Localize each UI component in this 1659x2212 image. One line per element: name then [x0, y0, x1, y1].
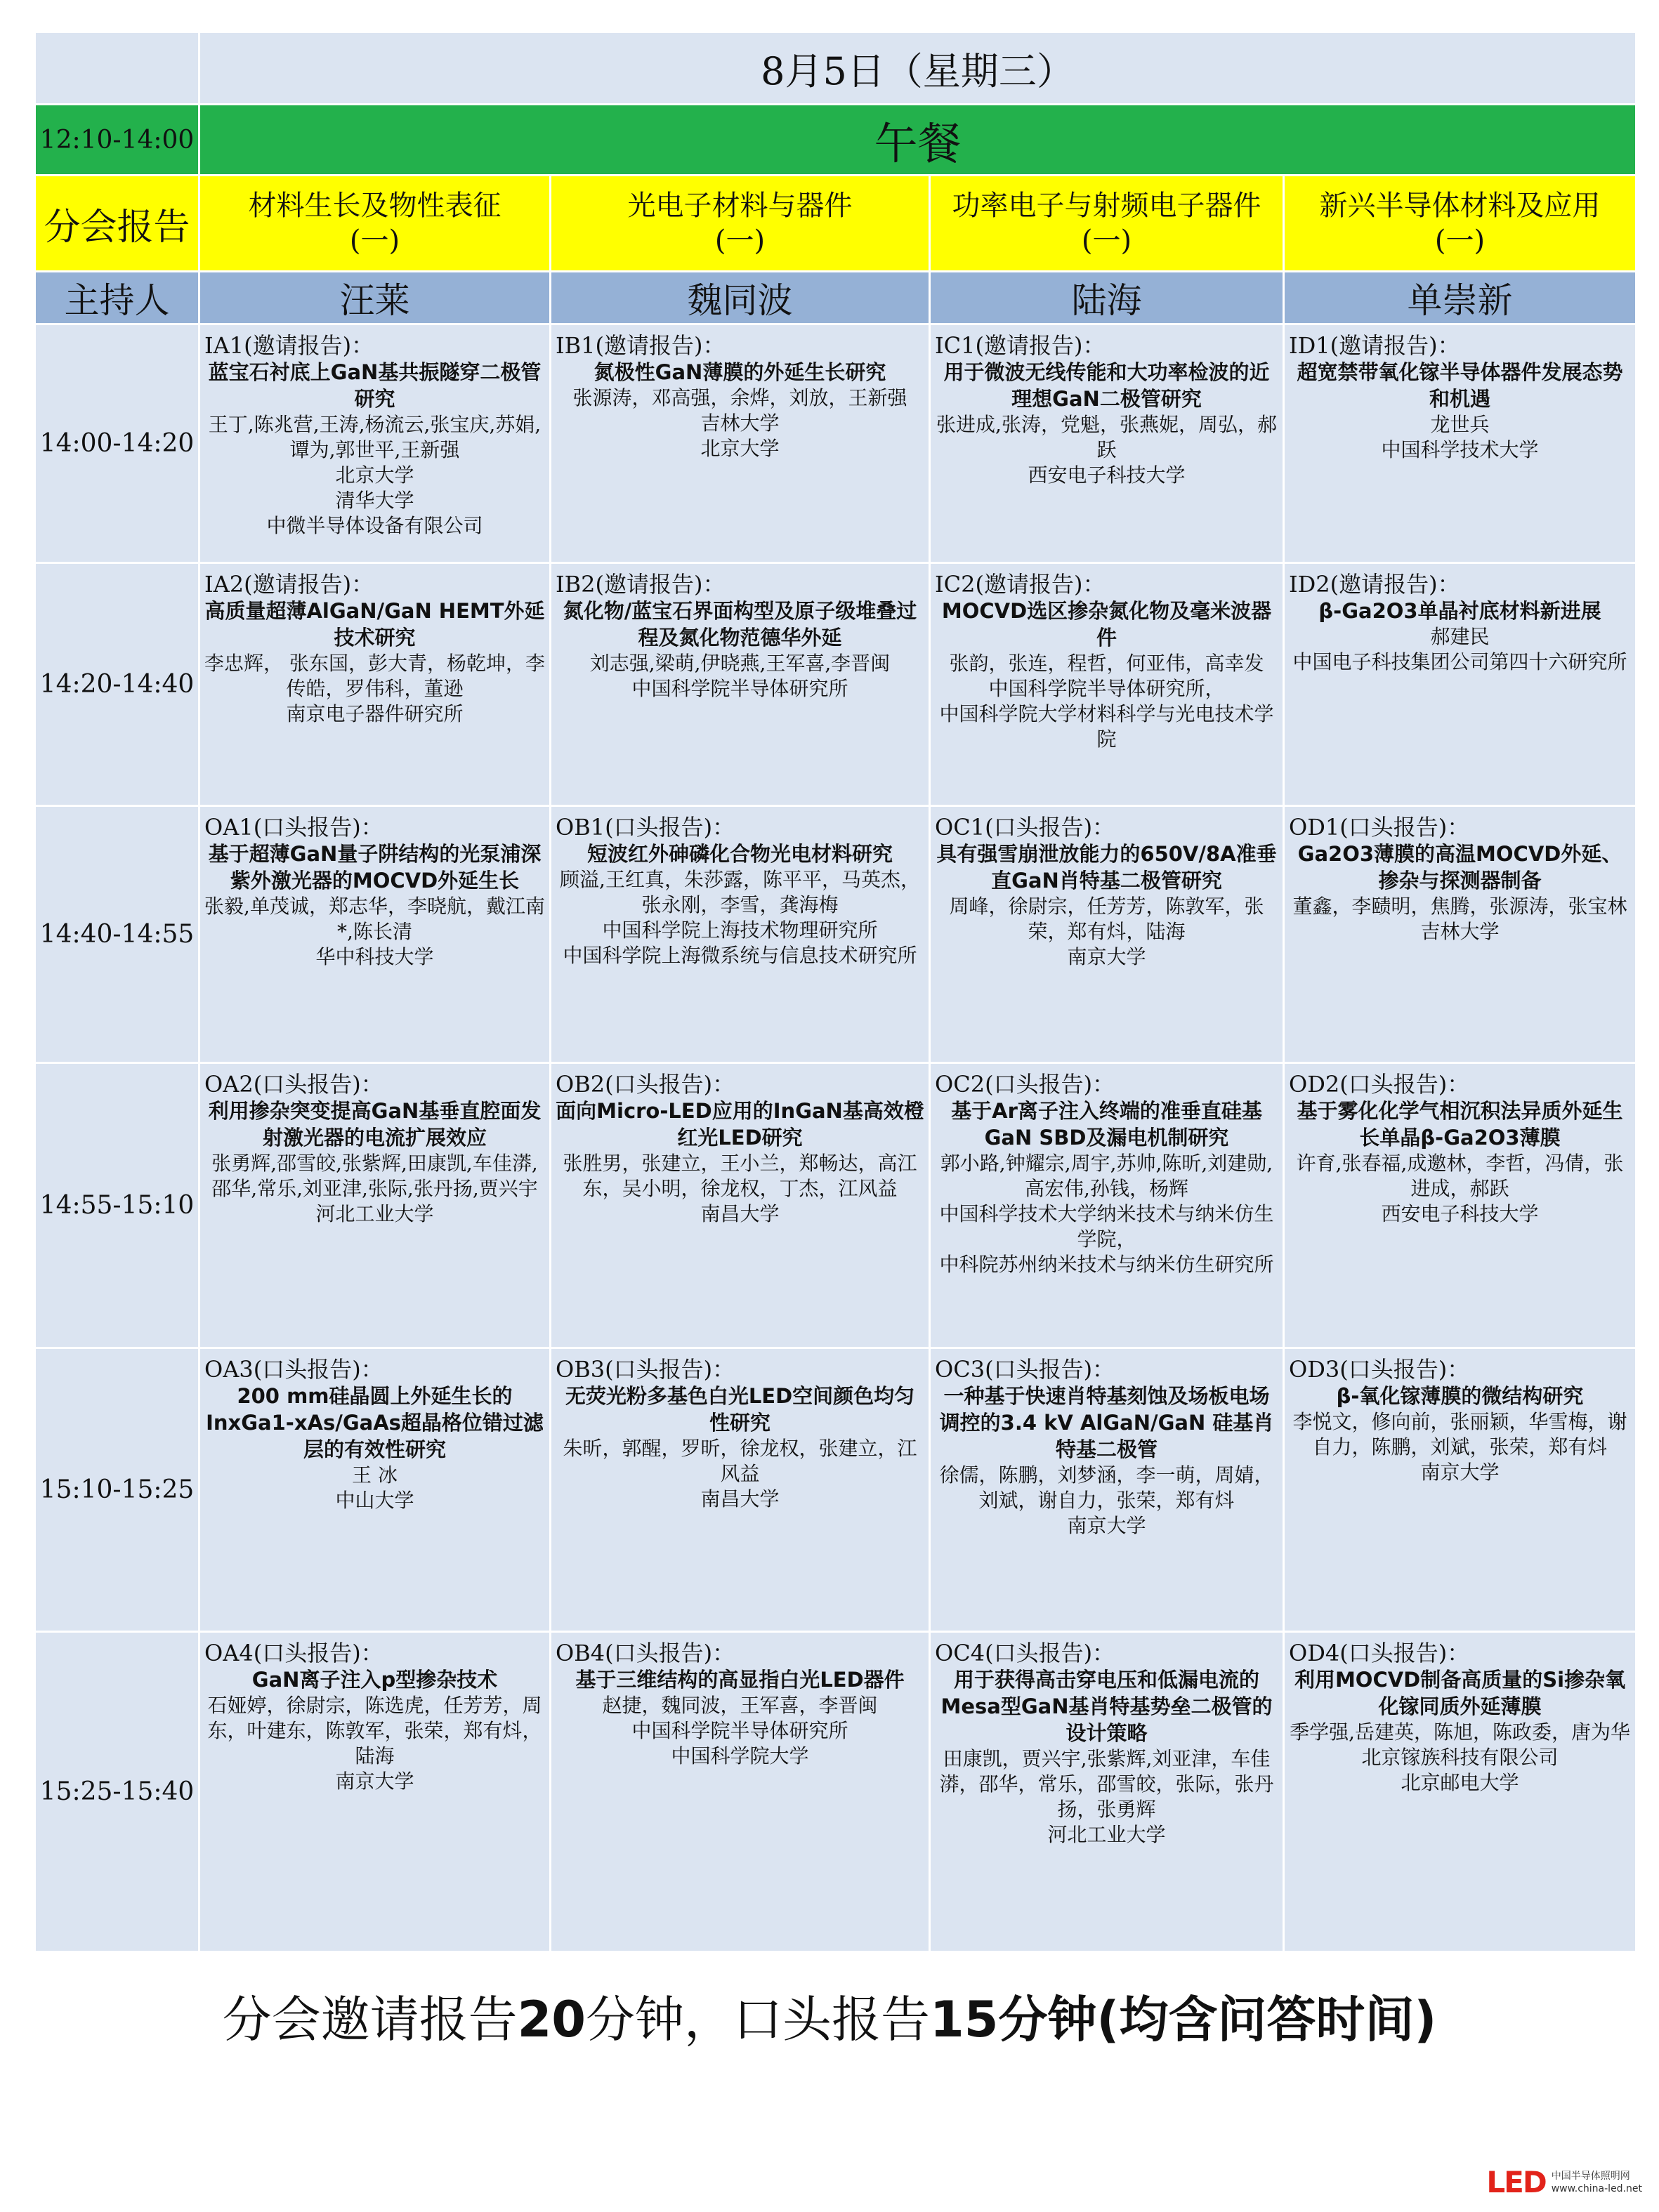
track-header [551, 176, 930, 272]
host-name: 陆海 [1071, 280, 1142, 321]
talk-cell [1284, 806, 1637, 1063]
talk-affiliation: 南京大学 [335, 1770, 414, 1793]
talk-cell [199, 563, 551, 806]
host-cell [551, 272, 930, 324]
talk-code: OC1(口头报告)： [935, 814, 1115, 841]
talk-code: OA2(口头报告)： [204, 1071, 383, 1098]
talk-affiliation: 河北工业大学 [315, 1202, 434, 1225]
talk-authors: 张胜男，张建立，王小兰，郑畅达，高江东，吴小明，徐龙权，丁杰，江风益 [563, 1152, 917, 1200]
watermark-line1: 中国半导体照明网 [1551, 2170, 1630, 2182]
talk-title: GaN离子注入p型掺杂技术 [251, 1668, 498, 1692]
track-name: 光电子材料与器件 [627, 190, 853, 222]
watermark-logo: LED [1486, 2165, 1546, 2199]
talk-authors: 朱昕，郭醒，罗昕，徐龙权，张建立，江风益 [563, 1437, 917, 1485]
talk-title: 基于超薄GaN量子阱结构的光泵浦深紫外激光器的MOCVD外延生长 [208, 842, 542, 893]
session-label-cell [35, 176, 199, 272]
footnote-post: 分钟(均含问答时间) [998, 1991, 1437, 2048]
date-header: 8月5日（星期三） [199, 32, 1637, 105]
time-slot: 14:00-14:20 [35, 324, 199, 563]
talk-cell [1284, 1348, 1637, 1632]
lunch-time: 12:10-14:00 [35, 105, 199, 176]
talk-code: ID2(邀请报告)： [1289, 571, 1460, 598]
host-cell [930, 272, 1284, 324]
talk-affiliation: 西安电子科技大学 [1381, 1202, 1539, 1225]
talk-authors: 龙世兵 [1430, 413, 1490, 436]
talk-title: 无荧光粉多基色白光LED空间颜色均匀性研究 [565, 1384, 915, 1435]
talk-affiliation: 中山大学 [335, 1489, 414, 1512]
talk-code: IA2(邀请报告)： [204, 571, 374, 598]
footnote-pre: 分会邀请报告 [222, 1991, 518, 2048]
track-header [930, 176, 1284, 272]
talk-title: Ga2O3薄膜的高温MOCVD外延、掺杂与探测器制备 [1297, 842, 1622, 893]
talk-authors: 周峰，徐尉宗，任芳芳，陈敦军，张荣，郑有炓，陆海 [949, 895, 1264, 943]
talk-authors: 张源涛，邓高强，余烨，刘放，王新强 [572, 386, 907, 409]
talk-title: 具有强雪崩泄放能力的650V/8A准垂直GaN肖特基二极管研究 [936, 842, 1277, 893]
talk-authors: 王丁,陈兆营,王涛,杨流云,张宝庆,苏娟,谭为,郭世平,王新强 [208, 413, 542, 461]
talk-cell [1284, 563, 1637, 806]
talk-title: 基于Ar离子注入终端的准垂直硅基GaN SBD及漏电机制研究 [951, 1099, 1262, 1150]
track-part: (一) [349, 225, 400, 257]
host-cell [1284, 272, 1637, 324]
schedule-row [35, 1063, 1637, 1348]
talk-cell [1284, 1632, 1637, 1952]
talk-authors: 刘志强,梁萌,伊晓燕,王军喜,李晋闽 [589, 652, 891, 675]
schedule-row [35, 324, 1637, 563]
talk-title: 高质量超薄AlGaN/GaN HEMT外延技术研究 [204, 599, 545, 650]
talk-title: 用于微波无线传能和大功率检波的近理想GaN二极管研究 [943, 360, 1270, 411]
talk-affiliation: 中国电子科技集团公司第四十六研究所 [1292, 650, 1627, 673]
talk-affiliation: 北京邮电大学 [1401, 1771, 1519, 1794]
schedule-row [35, 1348, 1637, 1632]
talk-title: 蓝宝石衬底上GaN基共振隧穿二极管研究 [208, 360, 542, 411]
talk-affiliation: 南京大学 [1067, 945, 1146, 968]
talk-affiliation: 华中科技大学 [315, 945, 434, 968]
talk-affiliation: 北京大学 [700, 437, 780, 460]
talk-authors: 许育,张春福,成邀林，李哲，冯倩，张进成，郝跃 [1296, 1152, 1624, 1200]
talk-code: IA1(邀请报告)： [204, 332, 374, 359]
talk-affiliation: 吉林大学 [700, 412, 780, 435]
talk-cell [199, 1063, 551, 1348]
talk-title: 基于三维结构的高显指白光LED器件 [575, 1668, 905, 1692]
corner-cell [35, 32, 199, 105]
track-header [1284, 176, 1637, 272]
talk-title: β-Ga2O3单晶衬底材料新进展 [1318, 599, 1601, 623]
lunch-label: 午餐 [199, 105, 1637, 176]
schedule-row [35, 563, 1637, 806]
host-name: 汪莱 [339, 280, 410, 321]
talk-affiliation: 南京大学 [1420, 1461, 1500, 1484]
talk-authors: 顾溢,王红真，朱莎露，陈平平，马英杰，张永刚，李雪，龚海梅 [560, 868, 920, 916]
talk-code: IB2(邀请报告)： [556, 571, 726, 598]
talk-title: 用于获得高击穿电压和低漏电流的Mesa型GaN基肖特基势垒二极管的设计策略 [940, 1668, 1273, 1745]
host-label-cell [35, 272, 199, 324]
talk-authors: 石娅婷，徐尉宗，陈选虎，任芳芳，周东，叶建东，陈敦军，张荣，郑有炓，陆海 [207, 1694, 542, 1767]
talk-title: β-氧化镓薄膜的微结构研究 [1336, 1384, 1584, 1408]
time-slot: 14:20-14:40 [35, 563, 199, 806]
talk-affiliation: 中国科学院大学材料科学与光电技术学院 [939, 702, 1274, 751]
talk-cell [199, 1632, 551, 1952]
talk-title: 利用掺杂突变提高GaN基垂直腔面发射激光器的电流扩展效应 [208, 1099, 542, 1150]
talk-title: 基于雾化化学气相沉积法异质外延生长单晶β-Ga2O3薄膜 [1297, 1099, 1623, 1150]
talk-cell [930, 1348, 1284, 1632]
talk-title: 短波红外砷磷化合物光电材料研究 [586, 842, 893, 866]
talk-code: IC1(邀请报告)： [935, 332, 1106, 359]
talk-authors: 郝建民 [1430, 625, 1490, 648]
talk-title: 氮极性GaN薄膜的外延生长研究 [594, 360, 886, 384]
track-part: (一) [714, 225, 766, 257]
talk-affiliation: 南昌大学 [700, 1487, 780, 1510]
footnote-mid: 分钟，口头报告 [586, 1991, 930, 2048]
talk-affiliation: 中国科学院上海微系统与信息技术研究所 [563, 944, 917, 967]
talk-affiliation: 中国科学院大学 [671, 1744, 809, 1767]
talk-code: OD4(口头报告)： [1289, 1640, 1470, 1666]
talk-authors: 郭小路,钟耀宗,周宇,苏帅,陈昕,刘建勋,高宏伟,孙钱，杨辉 [940, 1152, 1273, 1200]
schedule-row [35, 1632, 1637, 1952]
track-header [199, 176, 551, 272]
talk-cell [199, 324, 551, 563]
talk-code: ID1(邀请报告)： [1289, 332, 1460, 359]
host-name: 魏同波 [687, 280, 793, 321]
talk-affiliation: 中科院苏州纳米技术与纳米仿生研究所 [939, 1253, 1274, 1276]
talk-cell [551, 806, 930, 1063]
time-slot: 15:25-15:40 [35, 1632, 199, 1952]
talk-affiliation: 南京大学 [1067, 1514, 1146, 1537]
talk-code: OA4(口头报告)： [204, 1640, 383, 1666]
schedule-row [35, 806, 1637, 1063]
time-slot: 14:55-15:10 [35, 1063, 199, 1348]
talk-authors: 季学强,岳建英，陈旭，陈政委，唐为华 [1290, 1720, 1630, 1744]
talk-authors: 张韵，张连，程哲，何亚伟，高幸发 [949, 652, 1264, 675]
host-label: 主持人 [64, 280, 170, 321]
talk-title: 氮化物/蓝宝石界面构型及原子级堆叠过程及氮化物范德华外延 [563, 599, 917, 650]
talk-affiliation: 北京大学 [335, 463, 414, 487]
talk-code: OC4(口头报告)： [935, 1640, 1115, 1666]
talk-cell [551, 1063, 930, 1348]
talk-authors: 李忠辉， 张东国，彭大青，杨乾坤，李传皓，罗伟科，董逊 [204, 652, 545, 700]
track-name: 材料生长及物性表征 [248, 190, 501, 222]
talk-cell [551, 563, 930, 806]
host-cell [199, 272, 551, 324]
watermark-text [1552, 2170, 1642, 2195]
talk-cell [930, 1632, 1284, 1952]
talk-cell [930, 806, 1284, 1063]
host-name: 单崇新 [1407, 280, 1513, 321]
talk-cell [930, 324, 1284, 563]
talk-affiliation: 北京镓族科技有限公司 [1361, 1746, 1559, 1769]
talk-code: OB2(口头报告)： [556, 1071, 735, 1098]
talk-title: 200 mm硅晶圆上外延生长的InxGa1-xAs/GaAs超晶格位错过滤层的有效性研究 [206, 1384, 544, 1461]
talk-authors: 赵捷，魏同波，王军喜，李晋闽 [602, 1694, 878, 1717]
track-part: (一) [1081, 225, 1132, 257]
talk-code: IB1(邀请报告)： [556, 332, 726, 359]
talk-authors: 张进成,张涛，党魁，张燕妮，周弘，郝跃 [936, 413, 1277, 461]
talk-cell [930, 1063, 1284, 1348]
talk-cell [1284, 1063, 1637, 1348]
talk-code: OB3(口头报告)： [556, 1356, 735, 1383]
track-name: 新兴半导体材料及应用 [1319, 190, 1601, 222]
talk-code: OB1(口头报告)： [556, 814, 735, 841]
talk-cell [551, 1348, 930, 1632]
talk-title: 超宽禁带氧化镓半导体器件发展态势和机遇 [1297, 360, 1623, 411]
talk-title: 面向Micro-LED应用的InGaN基高效橙红光LED研究 [556, 1099, 924, 1150]
talk-title: MOCVD选区掺杂氮化物及毫米波器件 [941, 599, 1272, 650]
talk-title: 一种基于快速肖特基刻蚀及场板电场调控的3.4 kV AlGaN/GaN 硅基肖特基二极管 [939, 1384, 1274, 1461]
footnote-oral-minutes: 15 [930, 1991, 999, 2048]
talk-authors: 李悦文，修向前，张丽颖，华雪梅，谢自力，陈鹏，刘斌，张荣，郑有炓 [1292, 1410, 1627, 1459]
track-part: (一) [1434, 225, 1486, 257]
talk-affiliation: 南京电子器件研究所 [286, 702, 464, 725]
talk-affiliation: 中国科学院半导体研究所， [988, 677, 1225, 700]
talk-code: OA1(口头报告)： [204, 814, 383, 841]
talk-affiliation: 中国科学技术大学纳米技术与纳米仿生学院， [939, 1202, 1274, 1251]
footnote-invited-minutes: 20 [517, 1991, 586, 2048]
talk-code: OD3(口头报告)： [1289, 1356, 1470, 1383]
track-name: 功率电子与射频电子器件 [952, 190, 1261, 222]
talk-cell [551, 324, 930, 563]
footnote [0, 1980, 1659, 2051]
time-slot: 15:10-15:25 [35, 1348, 199, 1632]
talk-cell [199, 806, 551, 1063]
talk-authors: 张勇辉,邵雪皎,张紫辉,田康凯,车佳漭,邵华,常乐,刘亚津,张际,张丹扬,贾兴宇 [211, 1152, 538, 1200]
talk-affiliation: 吉林大学 [1420, 920, 1500, 943]
talk-affiliation: 中国科学院半导体研究所 [631, 677, 848, 700]
talk-cell [199, 1348, 551, 1632]
talk-authors: 田康凯，贾兴宇,张紫辉,刘亚津，车佳漭，邵华，常乐，邵雪皎，张际，张丹扬，张勇辉 [939, 1747, 1274, 1821]
talk-affiliation: 中国科学院上海技术物理研究所 [602, 919, 878, 942]
time-slot: 14:40-14:55 [35, 806, 199, 1063]
talk-affiliation: 清华大学 [335, 489, 414, 512]
talk-cell [1284, 324, 1637, 563]
talk-cell [551, 1632, 930, 1952]
talk-affiliation: 中微半导体设备有限公司 [266, 514, 483, 537]
talk-authors: 徐儒，陈鹏，刘梦涵，李一萌，周婧，刘斌，谢自力，张荣，郑有炓 [939, 1463, 1274, 1512]
talk-cell [930, 563, 1284, 806]
talk-code: OA3(口头报告)： [204, 1356, 383, 1383]
talk-affiliation: 河北工业大学 [1047, 1823, 1166, 1846]
watermark-line2: www.china-led.net [1551, 2183, 1642, 2194]
talk-affiliation: 南昌大学 [700, 1202, 780, 1225]
talk-code: OC2(口头报告)： [935, 1071, 1115, 1098]
schedule-table [34, 31, 1637, 1953]
talk-affiliation: 中国科学院半导体研究所 [631, 1719, 848, 1742]
watermark [1486, 2165, 1642, 2199]
talk-authors: 董鑫，李赜明，焦腾，张源涛，张宝林 [1292, 895, 1627, 918]
talk-authors: 王 冰 [352, 1463, 398, 1487]
talk-code: OB4(口头报告)： [556, 1640, 735, 1666]
talk-title: 利用MOCVD制备高质量的Si掺杂氧化镓同质外延薄膜 [1294, 1668, 1626, 1718]
talk-affiliation: 中国科学技术大学 [1381, 438, 1539, 461]
talk-authors: 张毅,单茂诚，郑志华，李晓航，戴江南*,陈长清 [204, 895, 545, 943]
talk-code: OC3(口头报告)： [935, 1356, 1115, 1383]
talk-code: OD1(口头报告)： [1289, 814, 1470, 841]
talk-affiliation: 西安电子科技大学 [1028, 463, 1186, 487]
session-label: 分会报告 [44, 206, 190, 249]
talk-code: IC2(邀请报告)： [935, 571, 1106, 598]
talk-code: OD2(口头报告)： [1289, 1071, 1470, 1098]
